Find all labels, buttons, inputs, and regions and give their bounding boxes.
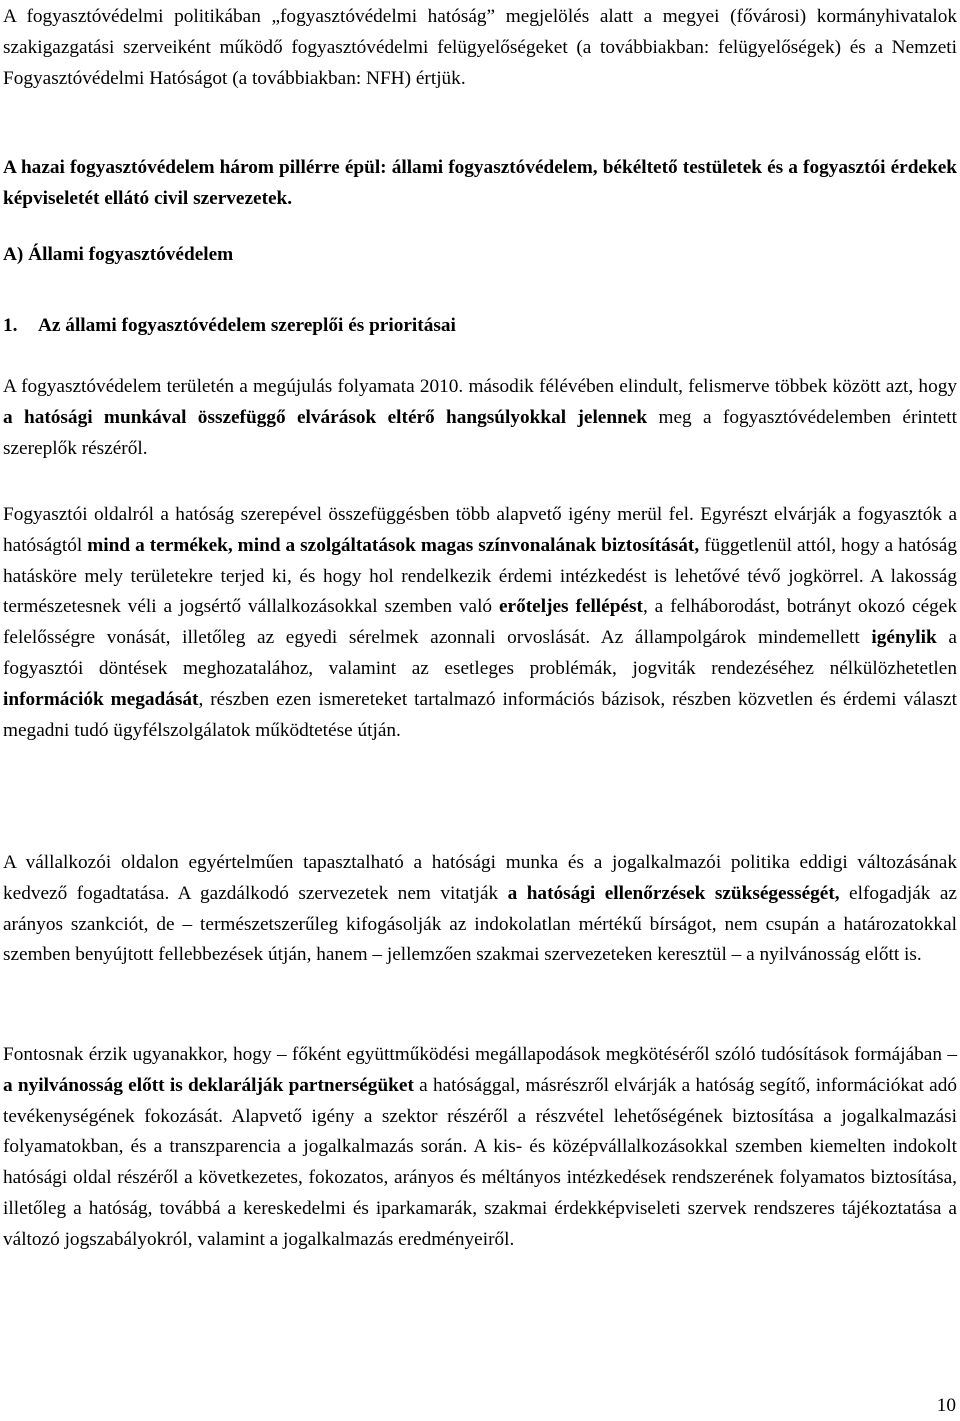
business-side-paragraph (3, 848, 957, 971)
subsection-heading-1 (3, 311, 957, 342)
text-run: A vállalkozói oldalon egyértelműen tapasztalható a hatósági munka és a jogalkalmazói politika eddigi változásának kedvező fogadtatása. A gazdálkodó szervezetek nem vitatják (3, 852, 957, 904)
emphasis-run: mind a termékek, mind a szolgáltatások magas színvonalának biztosítását, (87, 534, 700, 556)
text-run: elfogadják az arányos szankciót, de – természetszerűleg kifogásolják az indokolatlan mértékű bírságot, nem csupán a határozatokkal szemben benyújtott fellebbezések útján, hanem – jellemzően szakmai szervezeteken keresztül – a nyilvánosság előtt is. (3, 882, 957, 966)
consumer-side-paragraph (3, 500, 957, 746)
section-heading-a: A) Állami fogyasztóvédelem (3, 244, 234, 265)
emphasis-run: a hatósági munkával összefüggő elvárások eltérő hangsúlyokkal jelennek (3, 406, 648, 428)
text-run: Fontosnak érzik ugyanakkor, hogy – főként együttműködési megállapodások megkötéséről szóló tudósítások formájában – (3, 1044, 957, 1065)
renewal-paragraph (3, 372, 957, 464)
intro-paragraph: A fogyasztóvédelmi politikában „fogyasztóvédelmi hatóság” megjelölés alatt a megyei (fővárosi) kormányhivatalok szakigazgatási szerveiként működő fogyasztóvédelmi felügyelőségeket (a továbbiakban: felügyelőségek) és a Nemzeti Fogyasztóvédelmi Hatóságot (a továbbiakban: NFH) értjük. (3, 6, 957, 89)
page-number: 10 (936, 1395, 956, 1416)
emphasis-run: a hatósági ellenőrzések szükségességét, (507, 882, 840, 904)
text-run: , a felháborodást, botrányt okozó cégek felelősségre vonását, illetőleg az egyedi sérelmek azonnali orvoslását. Az állampolgárok mindemellett (3, 596, 957, 649)
partnership-paragraph (3, 1040, 957, 1256)
text-run: a hatósággal, másrészről elvárják a hatóság segítő, információkat adó tevékenységének fokozását. Alapvető igény a szektor részéről a részvétel lehetőségének biztosítása a jogalkalmazási folyamatokban, és a transzparencia a jogalkalmazás során. A kis- és középvállalkozásokkal szemben kiemelten indokolt hatósági oldal részéről a következetes, fokozatos, arányos és méltányos intézkedések rendszerének folyamatos biztosítása, illetőleg a hatóság, továbbá a kereskedelmi és iparkamarák, szakmai érdekképviseleti szervek rendszeres tájékoztatása a változó jogszabályokról, valamint a jogalkalmazás eredményeiről. (3, 1074, 957, 1250)
text-run: meg a fogyasztóvédelemben érintett szereplők részéről. (3, 406, 958, 459)
subsection-title: Az állami fogyasztóvédelem szereplői és prioritásai (38, 315, 456, 336)
text-run: A fogyasztóvédelem területén a megújulás folyamata 2010. második félévében elindult, felismerve többek között azt, hogy (3, 376, 957, 397)
emphasis-run: a nyilvánosság előtt is deklarálják partnerségüket (3, 1074, 414, 1096)
text-run: a fogyasztói döntések meghozatalához, valamint az esetleges problémák, jogviták rendezéséhez nélkülözhetetlen (3, 627, 957, 679)
text-run: függetlenül attól, hogy a hatóság hatásköre mely területekre terjed ki, és hogy hol rendelkezik érdemi intézkedést is lehetővé tévő jogkörrel. A lakosság természetesnek véli a jogsértő vállalkozásokkal szemben való (3, 534, 958, 618)
emphasis-run: erőteljes fellépést (498, 596, 643, 618)
subsection-number: 1. (3, 315, 18, 336)
text-run: Fogyasztói oldalról a hatóság szerepével összefüggésben több alapvető igény merül fel. Egyrészt elvárják a fogyasztók a hatóságtól (3, 504, 957, 556)
text-run: , részben ezen ismereteket tartalmazó információs bázisok, részben közvetlen és érdemi választ megadni tudó ügyfélszolgálatok működtetése útján. (3, 688, 957, 741)
emphasis-run: igénylik (871, 627, 937, 649)
emphasis-run: információk megadását (3, 688, 199, 710)
pillars-paragraph: A hazai fogyasztóvédelem három pillérre épül: állami fogyasztóvédelem, békéltető testületek és a fogyasztói érdekek képviseletét ellátó civil szervezetek. (3, 157, 957, 209)
